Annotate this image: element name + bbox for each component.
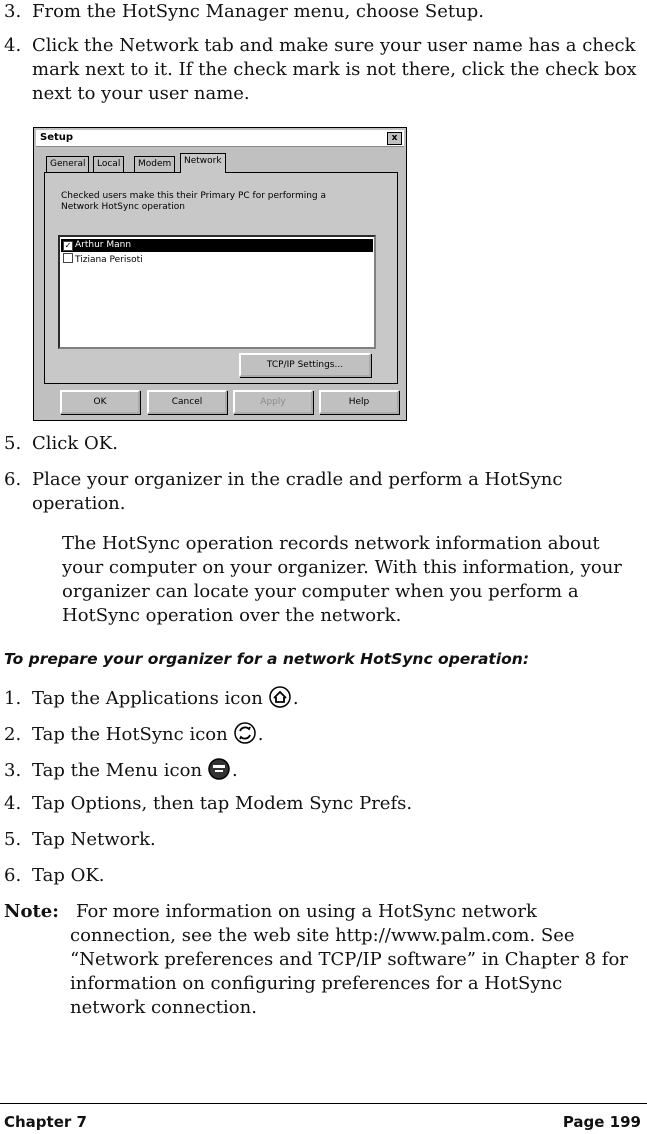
- hotsync-icon: [234, 722, 256, 744]
- setup-dialog: [33, 127, 407, 421]
- tab-local[interactable]: Local: [93, 156, 124, 172]
- dialog-title: Setup: [40, 132, 74, 143]
- tab-network[interactable]: Network: [180, 153, 226, 173]
- user-checkbox[interactable]: [63, 253, 73, 263]
- list-item[interactable]: ✓ Arthur Mann: [61, 239, 373, 252]
- user-checkbox[interactable]: ✓: [64, 241, 72, 250]
- panel-text-1: Checked users make this their Primary PC for performing a: [61, 191, 327, 201]
- network-panel: [44, 172, 398, 384]
- note-line-2: connection, see the web site http://www.palm.com. See: [70, 925, 575, 946]
- list-item[interactable]: Tiziana Perisoti: [61, 253, 373, 266]
- section-heading: To prepare your organizer for a network HotSync operation:: [4, 650, 530, 668]
- apply-button[interactable]: Apply: [233, 390, 313, 414]
- panel-text-2: Network HotSync operation: [61, 202, 186, 212]
- step-5: 5. Click OK.: [4, 433, 118, 454]
- note-line-4: information on configuring preferences for a HotSync: [70, 973, 563, 994]
- para-line-2: your computer on your organizer. With this information, your: [62, 557, 622, 578]
- step-3-top: 3. From the HotSync Manager menu, choose Setup.: [4, 1, 484, 22]
- step-4-top: 4. Click the Network tab and make sure your user name has a check: [4, 35, 636, 56]
- footer-page: Page 199: [562, 1113, 641, 1131]
- dialog-titlebar: [36, 130, 404, 147]
- tcpip-settings-button[interactable]: TCP/IP Settings...: [239, 353, 371, 377]
- cancel-button[interactable]: Cancel: [147, 390, 227, 414]
- help-button[interactable]: Help: [319, 390, 399, 414]
- ok-button[interactable]: OK: [60, 390, 140, 414]
- prep-step-2: 2. Tap the HotSync icon .: [4, 724, 264, 745]
- footer-chapter: Chapter 7: [4, 1113, 87, 1131]
- close-icon[interactable]: x: [387, 132, 402, 145]
- note-line-3: “Network preferences and TCP/IP software” in Chapter 8 for: [70, 949, 628, 970]
- step-6-line-2: operation.: [32, 493, 126, 514]
- user-listbox[interactable]: [58, 235, 376, 349]
- prep-step-6: 6. Tap OK.: [4, 865, 105, 886]
- tab-general[interactable]: General: [46, 156, 89, 172]
- para-line-4: HotSync operation over the network.: [62, 605, 402, 626]
- note-line-1: For more information on using a HotSync network: [76, 901, 537, 922]
- applications-icon: [269, 686, 291, 708]
- footer-divider: [0, 1103, 647, 1104]
- tab-modem[interactable]: Modem: [134, 156, 175, 172]
- step-6: 6. Place your organizer in the cradle and perform a HotSync: [4, 469, 563, 490]
- prep-step-4: 4. Tap Options, then tap Modem Sync Prefs.: [4, 793, 413, 814]
- note-line-5: network connection.: [70, 997, 257, 1018]
- para-line-3: organizer can locate your computer when you perform a: [62, 581, 579, 602]
- step-4-line-3: next to your user name.: [32, 83, 250, 104]
- prep-step-1: 1. Tap the Applications icon .: [4, 688, 299, 709]
- step-4-line-2: mark next to it. If the check mark is not there, click the check box: [32, 59, 637, 80]
- prep-step-5: 5. Tap Network.: [4, 829, 156, 850]
- menu-icon: [208, 758, 230, 780]
- prep-step-3: 3. Tap the Menu icon .: [4, 760, 238, 781]
- para-line-1: The HotSync operation records network information about: [62, 533, 600, 554]
- note-label: Note:: [4, 901, 59, 922]
